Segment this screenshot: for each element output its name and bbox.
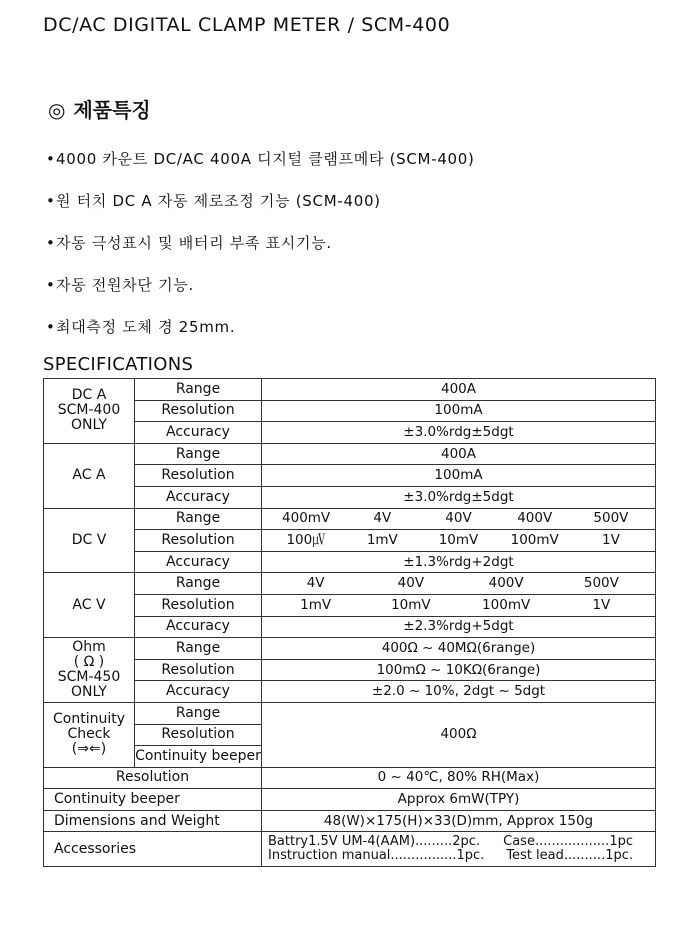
bullet-icon: •	[46, 234, 56, 252]
cell-value: ±1.3%rdg+2dgt	[262, 551, 656, 573]
table-row	[44, 508, 656, 530]
cell-value: 1mV 10mV 100mV 1V	[262, 594, 656, 616]
row-label: Resolution	[135, 724, 262, 746]
cell-value: 100mΩ ~ 10KΩ(6range)	[262, 659, 656, 681]
row-label: Continuity beeper	[135, 746, 262, 768]
group-continuity: Continuity Check (⇒⇐)	[44, 702, 135, 767]
double-circle-icon: ◎	[48, 98, 66, 122]
cell-value: 100mA	[262, 465, 656, 487]
table-row	[44, 789, 656, 811]
table-row	[44, 702, 656, 724]
row-label: Accuracy	[135, 616, 262, 638]
cell-value: Battry1.5V UM-4(AAM).........2pc. Case..................1pc Instruction manual................1pc. Test lead..........1pc.	[262, 832, 656, 867]
row-label: Range	[135, 702, 262, 724]
row-label: Resolution	[135, 400, 262, 422]
feature-item: •4000 카운트 DC/AC 400A 디지털 클램프메타 (SCM-400)	[46, 150, 475, 168]
table-row	[44, 379, 656, 401]
row-label: Continuity beeper	[44, 789, 262, 811]
table-row	[44, 681, 656, 703]
bullet-icon: •	[46, 150, 56, 168]
feature-item: •자동 전원차단 기능.	[46, 276, 194, 294]
features-list	[46, 148, 475, 358]
cell-value: 4V 40V 400V 500V	[262, 573, 656, 595]
row-label: Resolution	[44, 767, 262, 789]
specifications-table	[43, 378, 656, 867]
group-ac-a: AC A	[44, 443, 135, 508]
table-row	[44, 465, 656, 487]
table-row	[44, 573, 656, 595]
table-row	[44, 810, 656, 832]
bullet-icon: •	[46, 192, 56, 210]
cell-value: 0 ~ 40℃, 80% RH(Max)	[262, 767, 656, 789]
table-row	[44, 486, 656, 508]
cell-value: Approx 6mW(TPY)	[262, 789, 656, 811]
bullet-icon: •	[46, 318, 56, 336]
row-label: Resolution	[135, 465, 262, 487]
row-label: Range	[135, 379, 262, 401]
group-ac-v: AC V	[44, 573, 135, 638]
table-row	[44, 832, 656, 867]
cell-value: 100㎶ 1mV 10mV 100mV 1V	[262, 530, 656, 552]
table-row	[44, 767, 656, 789]
document-title: DC/AC DIGITAL CLAMP METER / SCM-400	[43, 14, 451, 36]
row-label: Resolution	[135, 530, 262, 552]
row-label: Range	[135, 573, 262, 595]
row-label: Range	[135, 443, 262, 465]
cell-value: ±3.0%rdg±5dgt	[262, 422, 656, 444]
table-row	[44, 400, 656, 422]
features-heading-text: 제품특징	[73, 98, 151, 122]
row-label: Accuracy	[135, 681, 262, 703]
row-label: Range	[135, 638, 262, 660]
specifications-heading: SPECIFICATIONS	[43, 354, 194, 375]
table-row	[44, 616, 656, 638]
row-label: Accuracy	[135, 551, 262, 573]
group-ohm: Ohm ( Ω ) SCM-450 ONLY	[44, 638, 135, 703]
table-row	[44, 594, 656, 616]
cell-value: 400Ω ~ 40MΩ(6range)	[262, 638, 656, 660]
group-dc-v: DC V	[44, 508, 135, 573]
features-heading	[48, 94, 151, 123]
cell-value: 400Ω	[262, 702, 656, 767]
feature-item: •원 터치 DC A 자동 제로조정 기능 (SCM-400)	[46, 192, 381, 210]
table-row	[44, 530, 656, 552]
row-label: Accuracy	[135, 422, 262, 444]
cell-value: ±2.0 ~ 10%, 2dgt ~ 5dgt	[262, 681, 656, 703]
row-label: Accessories	[44, 832, 262, 867]
cell-value: 100mA	[262, 400, 656, 422]
cell-value: ±2.3%rdg+5dgt	[262, 616, 656, 638]
row-label: Resolution	[135, 659, 262, 681]
row-label: Resolution	[135, 594, 262, 616]
cell-value: 400mV 4V 40V 400V 500V	[262, 508, 656, 530]
table-row	[44, 422, 656, 444]
cell-value: 400A	[262, 443, 656, 465]
row-label: Range	[135, 508, 262, 530]
row-label: Dimensions and Weight	[44, 810, 262, 832]
table-row	[44, 638, 656, 660]
cell-value: ±3.0%rdg±5dgt	[262, 486, 656, 508]
feature-item: •최대측정 도체 경 25mm.	[46, 318, 236, 336]
row-label: Accuracy	[135, 486, 262, 508]
cell-value: 400A	[262, 379, 656, 401]
table-row	[44, 659, 656, 681]
table-row	[44, 443, 656, 465]
group-dc-a: DC A SCM-400 ONLY	[44, 379, 135, 444]
bullet-icon: •	[46, 276, 56, 294]
feature-item: •자동 극성표시 및 배터리 부족 표시기능.	[46, 234, 332, 252]
cell-value: 48(W)×175(H)×33(D)mm, Approx 150g	[262, 810, 656, 832]
table-row	[44, 551, 656, 573]
